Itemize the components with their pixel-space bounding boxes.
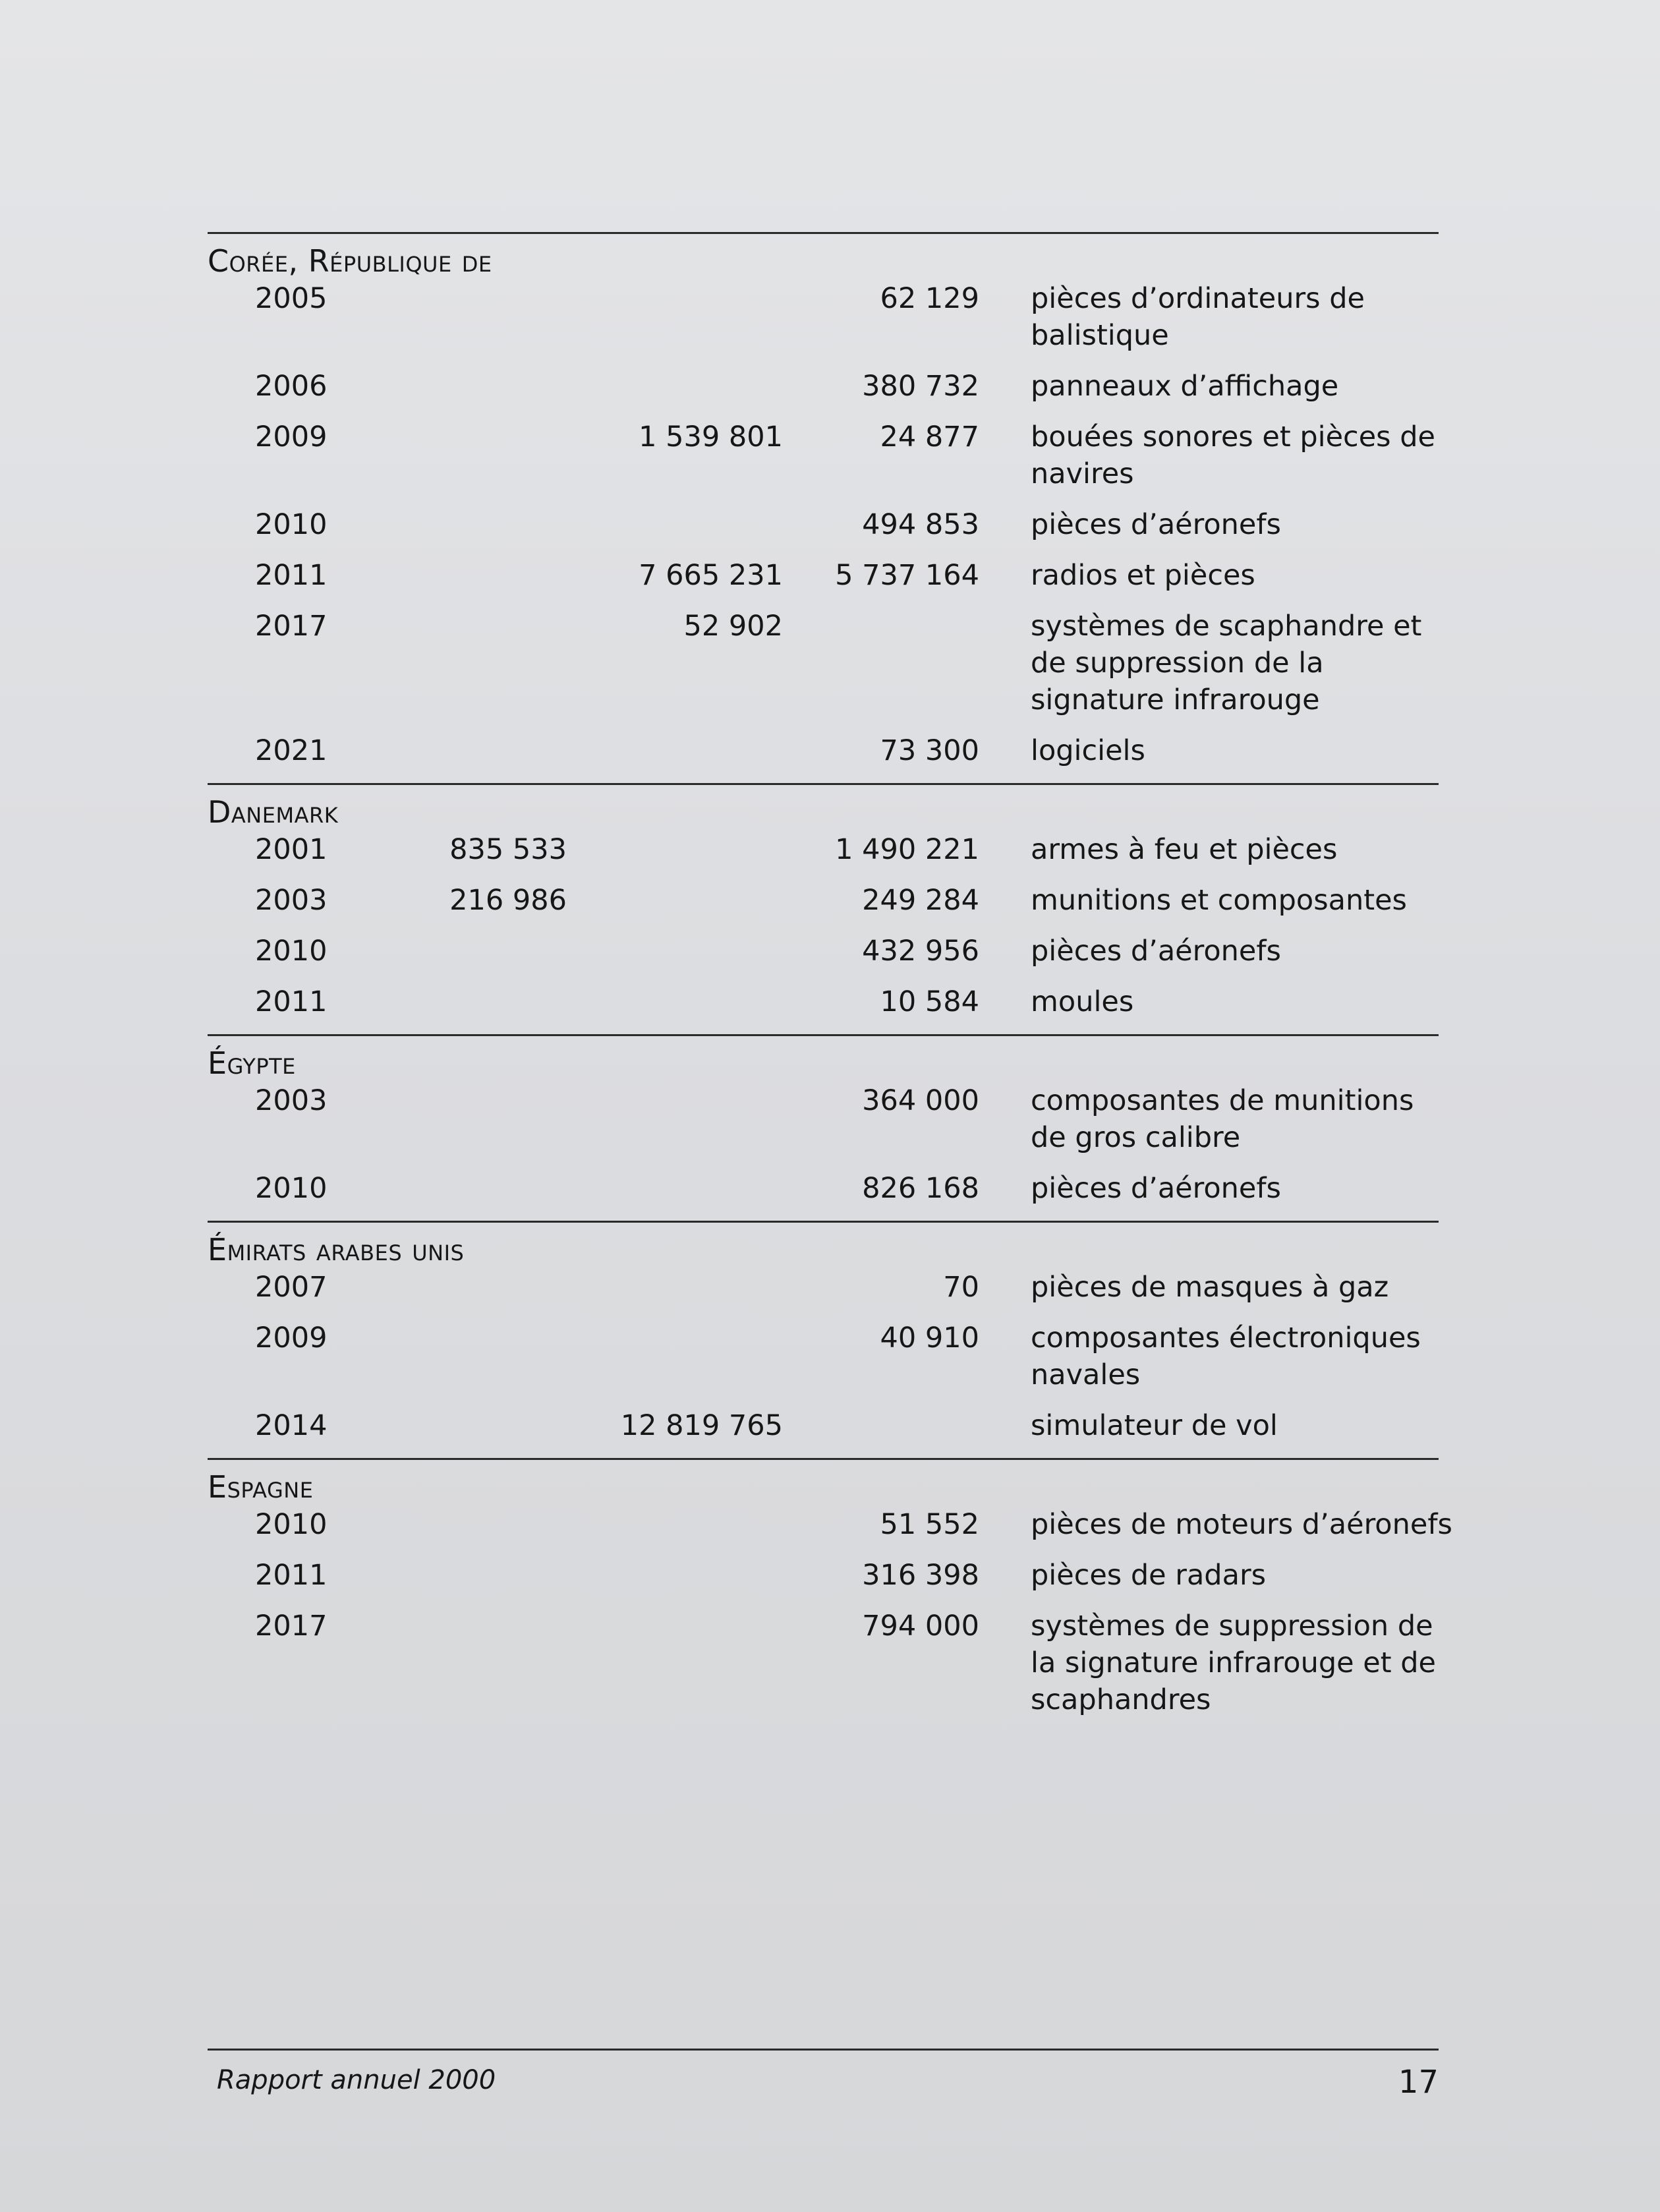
row-year: 2009 — [255, 421, 328, 453]
row-year: 2003 — [255, 1084, 328, 1117]
table-row — [208, 732, 1439, 783]
table-row — [208, 1082, 1439, 1170]
row-value: 52 902 — [683, 610, 783, 643]
country-section-emirats — [208, 1221, 1439, 1458]
row-description: systèmes de scaphandre et de suppression de la signature infrarouge — [1031, 610, 1422, 716]
row-description: pièces d’ordinateurs de balistique — [1031, 282, 1365, 352]
row-description: simulateur de vol — [1031, 1409, 1278, 1442]
country-heading: Égypte — [208, 1045, 296, 1081]
row-value: 380 732 — [862, 370, 979, 403]
row-year: 2006 — [255, 370, 328, 403]
page-footer — [208, 2049, 1439, 2101]
row-year: 2003 — [255, 884, 328, 917]
country-heading: Espagne — [208, 1469, 314, 1505]
row-value: 364 000 — [862, 1084, 979, 1117]
row-description: composantes électroniques navales — [1031, 1322, 1421, 1391]
footer-title: Rapport annuel 2000 — [217, 2065, 496, 2095]
row-value: 12 819 765 — [620, 1409, 783, 1442]
country-section-coree — [208, 232, 1439, 783]
table-row — [208, 983, 1439, 1034]
row-value: 73 300 — [880, 734, 979, 767]
row-year: 2011 — [255, 559, 328, 592]
row-value: 1 539 801 — [639, 421, 783, 453]
table-row — [208, 831, 1439, 882]
table-row — [208, 1320, 1439, 1407]
row-value: 62 129 — [880, 282, 979, 315]
row-description: panneaux d’affichage — [1031, 370, 1339, 403]
row-value: 40 910 — [880, 1322, 979, 1354]
row-year: 2010 — [255, 508, 328, 541]
table-row — [208, 1170, 1439, 1221]
row-description: systèmes de suppression de la signature infrarouge et de scaphandres — [1031, 1610, 1436, 1716]
row-description: bouées sonores et pièces de navires — [1031, 421, 1435, 490]
table-row — [208, 1608, 1439, 1732]
row-value: 1 490 221 — [835, 833, 979, 866]
row-value: 432 956 — [862, 935, 979, 968]
row-value: 7 665 231 — [639, 559, 783, 592]
table-row — [208, 506, 1439, 557]
table-row — [208, 933, 1439, 983]
row-value: 826 168 — [862, 1172, 979, 1205]
row-year: 2001 — [255, 833, 328, 866]
row-value: 494 853 — [862, 508, 979, 541]
row-description: pièces d’aéronefs — [1031, 1172, 1281, 1205]
row-value: 24 877 — [880, 421, 979, 453]
row-value: 249 284 — [862, 884, 979, 917]
table-row — [208, 882, 1439, 933]
country-heading: Danemark — [208, 794, 339, 830]
page-number: 17 — [1398, 2064, 1439, 2101]
row-value: 216 986 — [449, 884, 567, 917]
row-value: 5 737 164 — [835, 559, 979, 592]
country-section-espagne — [208, 1458, 1452, 1732]
row-description: pièces de masques à gaz — [1031, 1271, 1389, 1304]
row-year: 2017 — [255, 1610, 328, 1643]
export-table — [208, 232, 1452, 1732]
table-row — [208, 419, 1439, 506]
row-year: 2009 — [255, 1322, 328, 1354]
row-description: munitions et composantes — [1031, 884, 1407, 917]
row-year: 2014 — [255, 1409, 328, 1442]
country-section-egypte — [208, 1034, 1439, 1221]
table-row — [208, 368, 1439, 419]
row-description: pièces d’aéronefs — [1031, 508, 1281, 541]
row-year: 2010 — [255, 935, 328, 968]
row-description: radios et pièces — [1031, 559, 1255, 592]
table-row — [208, 1269, 1439, 1320]
row-description: armes à feu et pièces — [1031, 833, 1338, 866]
row-year: 2007 — [255, 1271, 328, 1304]
table-row — [208, 1407, 1439, 1458]
row-year: 2005 — [255, 282, 328, 315]
row-value: 70 — [943, 1271, 979, 1304]
row-value: 51 552 — [880, 1508, 979, 1541]
country-section-danemark — [208, 783, 1439, 1034]
row-year: 2017 — [255, 610, 328, 643]
country-heading: Émirats arabes unis — [208, 1232, 465, 1267]
row-description: pièces d’aéronefs — [1031, 935, 1281, 968]
row-description: logiciels — [1031, 734, 1145, 767]
row-description: pièces de moteurs d’aéronefs — [1031, 1508, 1452, 1541]
table-row — [208, 280, 1439, 368]
row-description: moules — [1031, 985, 1134, 1018]
table-row — [208, 608, 1439, 732]
row-description: pièces de radars — [1031, 1559, 1267, 1592]
country-heading: Corée, République de — [208, 243, 492, 279]
row-year: 2010 — [255, 1172, 328, 1205]
row-description: composantes de munitions de gros calibre — [1031, 1084, 1414, 1154]
table-row — [208, 1506, 1452, 1557]
row-year: 2010 — [255, 1508, 328, 1541]
row-value: 316 398 — [862, 1559, 979, 1592]
table-row — [208, 1557, 1439, 1608]
row-year: 2021 — [255, 734, 328, 767]
row-value: 10 584 — [880, 985, 979, 1018]
table-row — [208, 557, 1439, 608]
row-year: 2011 — [255, 1559, 328, 1592]
row-value: 835 533 — [449, 833, 567, 866]
row-value: 794 000 — [862, 1610, 979, 1643]
row-year: 2011 — [255, 985, 328, 1018]
